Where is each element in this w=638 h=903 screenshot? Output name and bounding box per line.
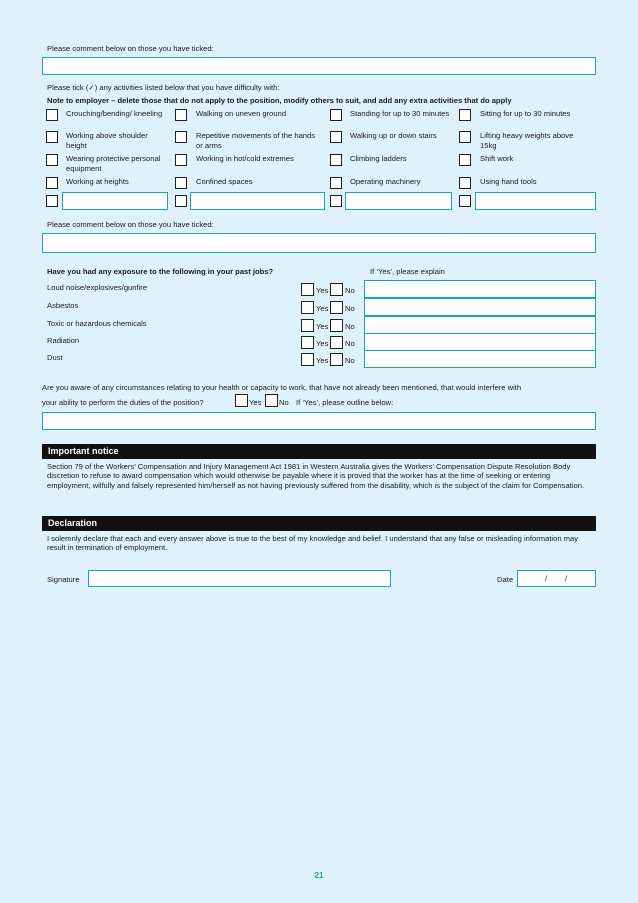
exposure-explain-input[interactable] <box>364 333 596 351</box>
circumstances-no-label: No <box>279 398 289 407</box>
exposure-no-checkbox[interactable] <box>330 336 343 349</box>
exposure-yes-label: Yes <box>316 356 329 365</box>
extra-activity-input-2[interactable] <box>190 192 325 210</box>
activity-label: Walking on uneven ground <box>196 109 287 118</box>
activity-label: Crouching/bending/ kneeling <box>66 109 163 118</box>
extra-activity-input-4[interactable] <box>475 192 596 210</box>
exposure-no-checkbox[interactable] <box>330 301 343 314</box>
activity-checkbox[interactable] <box>459 154 471 166</box>
circumstances-line-2: your ability to perform the duties of the position? <box>42 398 204 407</box>
exposure-yes-checkbox[interactable] <box>301 353 314 366</box>
exposure-item-label: Toxic or hazardous chemicals <box>47 319 147 328</box>
activity-label: Lifting heavy weights above 15kg <box>480 131 574 150</box>
activity-label: Working above shoulder height <box>66 131 148 150</box>
circumstances-line-1: Are you aware of any circumstances relating to your health or capacity to work, that have not already been mentioned, that would interfere with <box>42 383 522 392</box>
extra-activity-checkbox-4[interactable] <box>459 195 471 207</box>
circumstances-no-checkbox[interactable] <box>265 394 278 407</box>
activity-label: Sitting for up to 30 minutes <box>480 109 571 118</box>
exposure-explain-input[interactable] <box>364 280 596 298</box>
exposure-item-label: Dust <box>47 353 63 362</box>
date-input[interactable] <box>517 570 596 587</box>
activity-label: Walking up or down stairs <box>350 131 437 140</box>
activity-checkbox[interactable] <box>330 177 342 189</box>
exposure-item-label: Loud noise/explosives/gunfire <box>47 283 148 292</box>
important-notice-body: Section 79 of the Workers’ Compensation and Injury Management Act 1981 in Western Australia gives the Workers’ Compensation Dispute Resolution Body discretion to refuse to award compensation which would otherwise be payable where it is proved that the worker has at the time of seeking or entering employment, wilfully and falsely represented him/herself as not having previously suffered from the disability, which is the subject of the claim for Compensation. <box>47 462 585 490</box>
exposure-no-label: No <box>345 356 355 365</box>
extra-activity-checkbox-2[interactable] <box>175 195 187 207</box>
date-separator-2: / <box>565 574 568 583</box>
activity-checkbox[interactable] <box>459 131 471 143</box>
declaration-body: I solemnly declare that each and every answer above is true to the best of my knowledge and belief. I understand that any false or misleading information may result in termination of employment. <box>47 534 579 553</box>
exposure-question: Have you had any exposure to the following in your past jobs? <box>47 267 274 276</box>
activity-label: Climbing ladders <box>350 154 407 163</box>
circumstances-yes-checkbox[interactable] <box>235 394 248 407</box>
comment-input-1[interactable] <box>42 57 596 75</box>
exposure-yes-label: Yes <box>316 339 329 348</box>
exposure-no-checkbox[interactable] <box>330 319 343 332</box>
exposure-yes-label: Yes <box>316 322 329 331</box>
activity-checkbox[interactable] <box>175 109 187 121</box>
exposure-no-label: No <box>345 339 355 348</box>
page-number: 21 <box>314 871 324 880</box>
employer-note: Note to employer – delete those that do not apply to the position, modify others to suit, and add any extra activities that do apply <box>47 96 512 105</box>
activity-checkbox[interactable] <box>330 109 342 121</box>
extra-activity-checkbox-3[interactable] <box>330 195 342 207</box>
exposure-yes-label: Yes <box>316 286 329 295</box>
activity-label: Using hand tools <box>480 177 537 186</box>
activity-checkbox[interactable] <box>459 109 471 121</box>
date-label: Date <box>497 575 514 584</box>
exposure-no-checkbox[interactable] <box>330 353 343 366</box>
circumstances-input[interactable] <box>42 412 596 430</box>
exposure-explain-input[interactable] <box>364 350 596 368</box>
activity-label: Working in hot/cold extremes <box>196 154 294 163</box>
activity-checkbox[interactable] <box>175 131 187 143</box>
activity-checkbox[interactable] <box>46 154 58 166</box>
activity-checkbox[interactable] <box>46 109 58 121</box>
activity-label: Working at heights <box>66 177 129 186</box>
exposure-yes-checkbox[interactable] <box>301 336 314 349</box>
exposure-explain-label: If ‘Yes’, please explain <box>370 267 445 276</box>
activities-instruction: Please tick (✓) any activities listed below that you have difficulty with: <box>47 83 280 92</box>
activity-checkbox[interactable] <box>330 154 342 166</box>
exposure-explain-input[interactable] <box>364 298 596 316</box>
date-separator-1: / <box>545 574 548 583</box>
signature-label: Signature <box>47 575 80 584</box>
exposure-item-label: Asbestos <box>47 301 79 310</box>
extra-activity-checkbox-1[interactable] <box>46 195 58 207</box>
extra-activity-input-3[interactable] <box>345 192 452 210</box>
comment-prompt-2: Please comment below on those you have ticked: <box>47 220 214 229</box>
exposure-item-label: Radiation <box>47 336 80 345</box>
activity-label: Wearing protective personal equipment <box>66 154 161 173</box>
activity-checkbox[interactable] <box>175 177 187 189</box>
exposure-yes-label: Yes <box>316 304 329 313</box>
activity-label: Standing for up to 30 minutes <box>350 109 450 118</box>
circumstances-outline-label: If ‘Yes’, please outline below: <box>296 398 394 407</box>
exposure-yes-checkbox[interactable] <box>301 319 314 332</box>
extra-activity-input-1[interactable] <box>62 192 168 210</box>
comment-input-2[interactable] <box>42 233 596 253</box>
comment-prompt-1: Please comment below on those you have ticked: <box>47 44 214 53</box>
exposure-no-checkbox[interactable] <box>330 283 343 296</box>
activity-checkbox[interactable] <box>459 177 471 189</box>
activity-label: Repetitive movements of the hands or arms <box>196 131 316 150</box>
exposure-no-label: No <box>345 322 355 331</box>
activity-checkbox[interactable] <box>46 131 58 143</box>
declaration-heading: Declaration <box>42 516 596 531</box>
exposure-explain-input[interactable] <box>364 316 596 334</box>
important-notice-heading: Important notice <box>42 444 596 459</box>
activity-checkbox[interactable] <box>175 154 187 166</box>
activity-label: Operating machinery <box>350 177 421 186</box>
exposure-yes-checkbox[interactable] <box>301 283 314 296</box>
exposure-no-label: No <box>345 304 355 313</box>
exposure-no-label: No <box>345 286 355 295</box>
signature-input[interactable] <box>88 570 391 587</box>
activity-checkbox[interactable] <box>46 177 58 189</box>
activity-label: Shift work <box>480 154 514 163</box>
activity-checkbox[interactable] <box>330 131 342 143</box>
exposure-yes-checkbox[interactable] <box>301 301 314 314</box>
circumstances-yes-label: Yes <box>249 398 262 407</box>
activity-label: Confined spaces <box>196 177 253 186</box>
